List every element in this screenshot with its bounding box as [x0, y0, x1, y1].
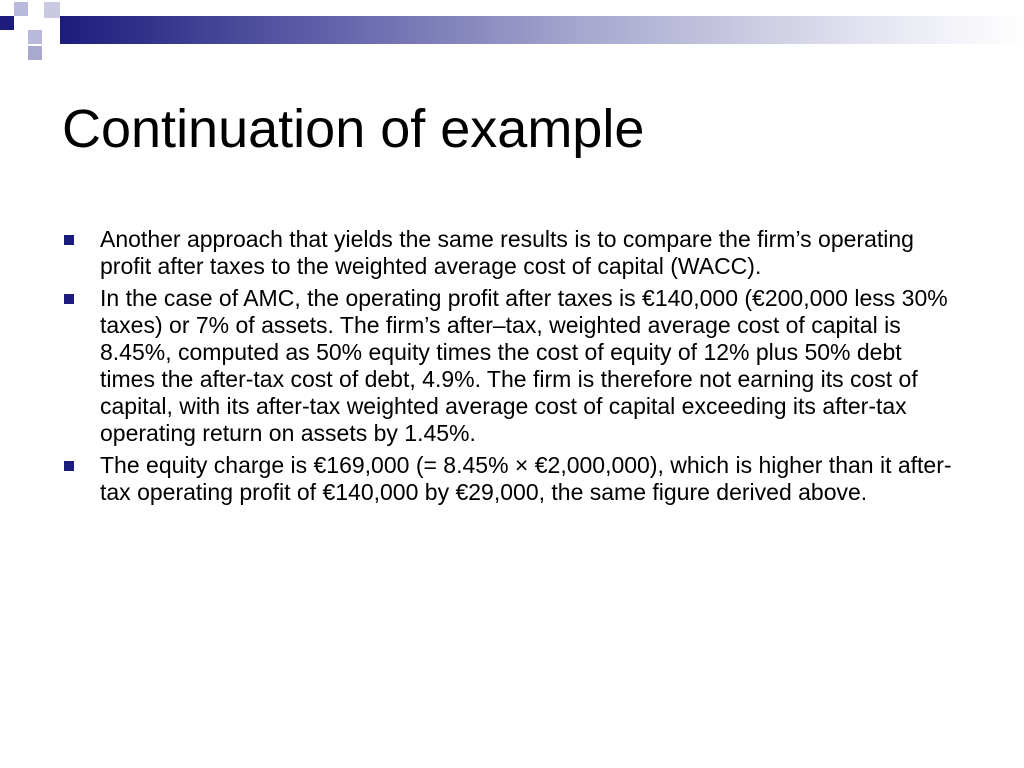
square-bullet-icon: [64, 461, 74, 471]
bullet-item: [62, 452, 962, 506]
square-bullet-icon: [64, 294, 74, 304]
bullet-text: In the case of AMC, the operating profit after taxes is €140,000 (€200,000 less 30% taxes) or 7% of assets. The firm’s after–tax, weighted average cost of capital is 8.45%, computed as 50% equity times the cost of equity of 12% plus 50% debt times the after-tax cost of debt, 4.9%. The firm is therefore not earning its cost of capital, with its after-tax weighted average cost of capital exceeding its after-tax operating return on assets by 1.45%.: [100, 285, 948, 446]
bullet-text: The equity charge is €169,000 (= 8.45% × €2,000,000), which is higher than it after-tax operating profit of €140,000 by €29,000, the same figure derived above.: [100, 452, 952, 505]
slide-title: Continuation of example: [62, 99, 645, 159]
header-gradient-bar: [60, 16, 1024, 44]
bullet-text: Another approach that yields the same results is to compare the firm’s operating profit after taxes to the weighted average cost of capital (WACC).: [100, 226, 914, 279]
deco-square: [28, 46, 42, 60]
deco-square: [0, 16, 14, 30]
bullet-item: [62, 226, 962, 280]
deco-square: [0, 2, 14, 16]
deco-square: [14, 2, 28, 16]
bullet-list: [62, 226, 962, 511]
bullet-item: [62, 285, 962, 447]
deco-square: [44, 28, 60, 44]
deco-square: [44, 2, 60, 18]
square-bullet-icon: [64, 235, 74, 245]
deco-square: [28, 30, 42, 44]
